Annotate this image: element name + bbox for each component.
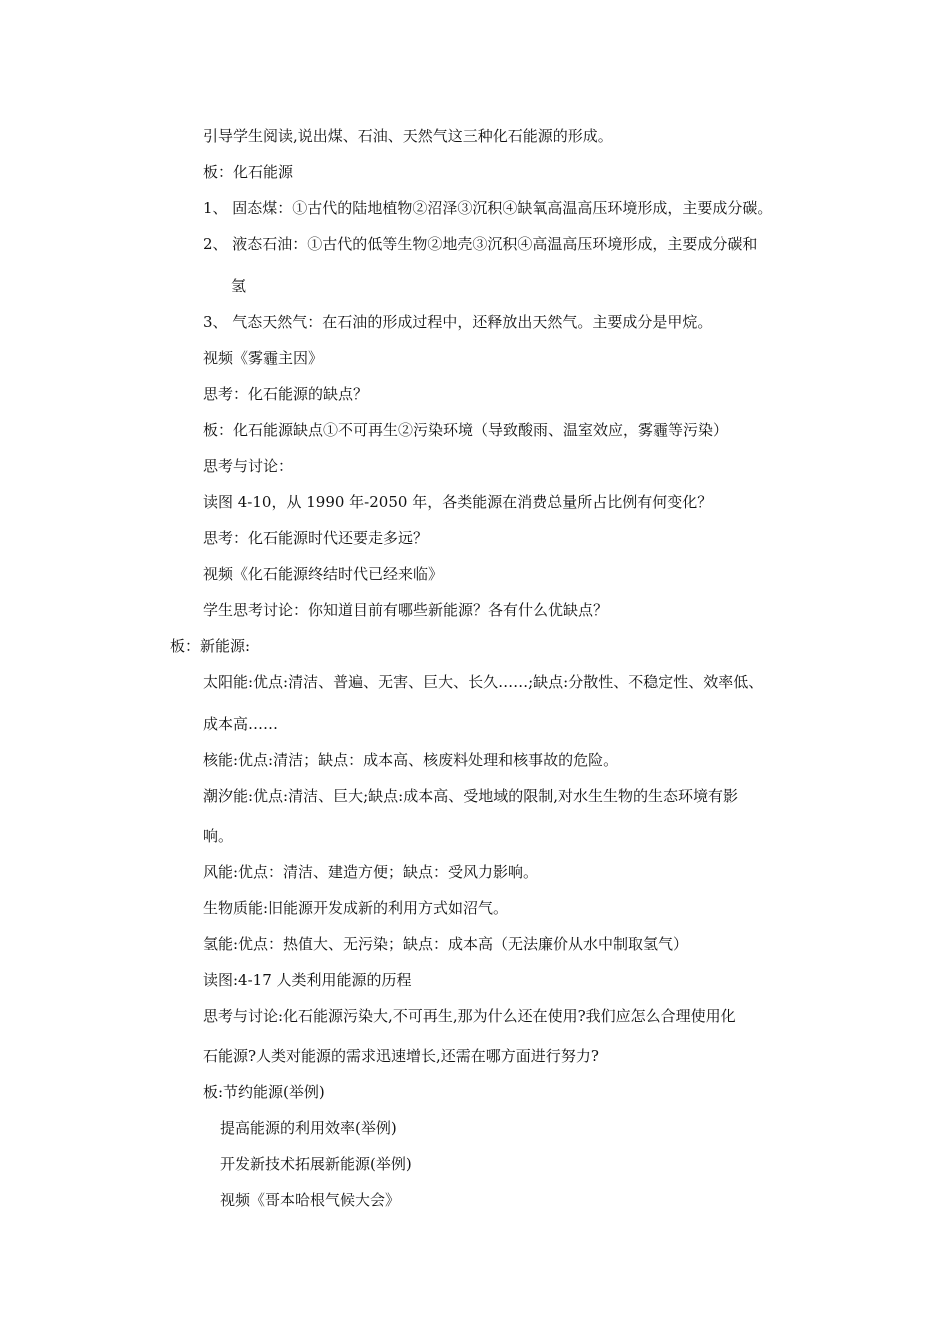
text-line: 潮汐能:优点:清洁、巨大;缺点:成本高、受地域的限制,对水生生物的生态环境有影 xyxy=(203,787,738,805)
text-line: 石能源?人类对能源的需求迅速增长,还需在哪方面进行努力? xyxy=(203,1047,599,1065)
text-line: 学生思考讨论：你知道目前有哪些新能源？各有什么优缺点？ xyxy=(203,601,609,619)
text-line: 思考与讨论:化石能源污染大,不可再生,那为什么还在使用?我们应怎么合理使用化 xyxy=(203,1007,736,1025)
text-line: 读图:4-17 人类利用能源的历程 xyxy=(203,971,412,989)
text-line: 提高能源的利用效率(举例) xyxy=(220,1119,397,1137)
text-line: 引导学生阅读,说出煤、石油、天然气这三种化石能源的形成。 xyxy=(203,127,613,145)
text-line: 开发新技术拓展新能源(举例) xyxy=(220,1155,412,1173)
text-line: 氢 xyxy=(231,277,247,295)
text-line: 视频《雾霾主因》 xyxy=(203,349,324,367)
text-line: 板：化石能源 xyxy=(203,163,294,181)
text-line: 板:节约能源(举例) xyxy=(203,1083,325,1101)
text-line: 风能:优点：清洁、建造方便；缺点：受风力影响。 xyxy=(203,863,539,881)
text-line: 氢能:优点：热值大、无污染；缺点：成本高（无法廉价从水中制取氢气） xyxy=(203,935,689,953)
text-line: 核能:优点:清洁；缺点：成本高、核废料处理和核事故的危险。 xyxy=(203,751,619,769)
text-line: 2、 液态石油：①古代的低等生物②地壳③沉积④高温高压环境形成，主要成分碳和 xyxy=(203,235,758,253)
text-line: 太阳能:优点:清洁、普遍、无害、巨大、长久……;缺点:分散性、不稳定性、效率低、 xyxy=(203,673,764,691)
text-line: 生物质能:旧能源开发成新的利用方式如沼气。 xyxy=(203,899,509,917)
text-line: 响。 xyxy=(203,827,234,845)
text-line: 成本高…… xyxy=(203,715,279,733)
text-line: 思考：化石能源的缺点？ xyxy=(203,385,369,403)
text-line: 视频《哥本哈根气候大会》 xyxy=(220,1191,401,1209)
text-line: 读图 4-10，从 1990 年-2050 年，各类能源在消费总量所占比例有何变化？ xyxy=(203,493,713,511)
text-line: 3、 气态天然气：在石油的形成过程中，还释放出天然气。主要成分是甲烷。 xyxy=(203,313,713,331)
text-line: 思考：化石能源时代还要走多远？ xyxy=(203,529,429,547)
text-line: 板：化石能源缺点①不可再生②污染环境（导致酸雨、温室效应，雾霾等污染） xyxy=(203,421,729,439)
text-line: 1、 固态煤：①古代的陆地植物②沼泽③沉积④缺氧高温高压环境形成，主要成分碳。 xyxy=(203,199,773,217)
text-line: 视频《化石能源终结时代已经来临》 xyxy=(203,565,444,583)
text-line: 思考与讨论： xyxy=(203,457,294,475)
text-line: 板：新能源: xyxy=(170,637,251,655)
